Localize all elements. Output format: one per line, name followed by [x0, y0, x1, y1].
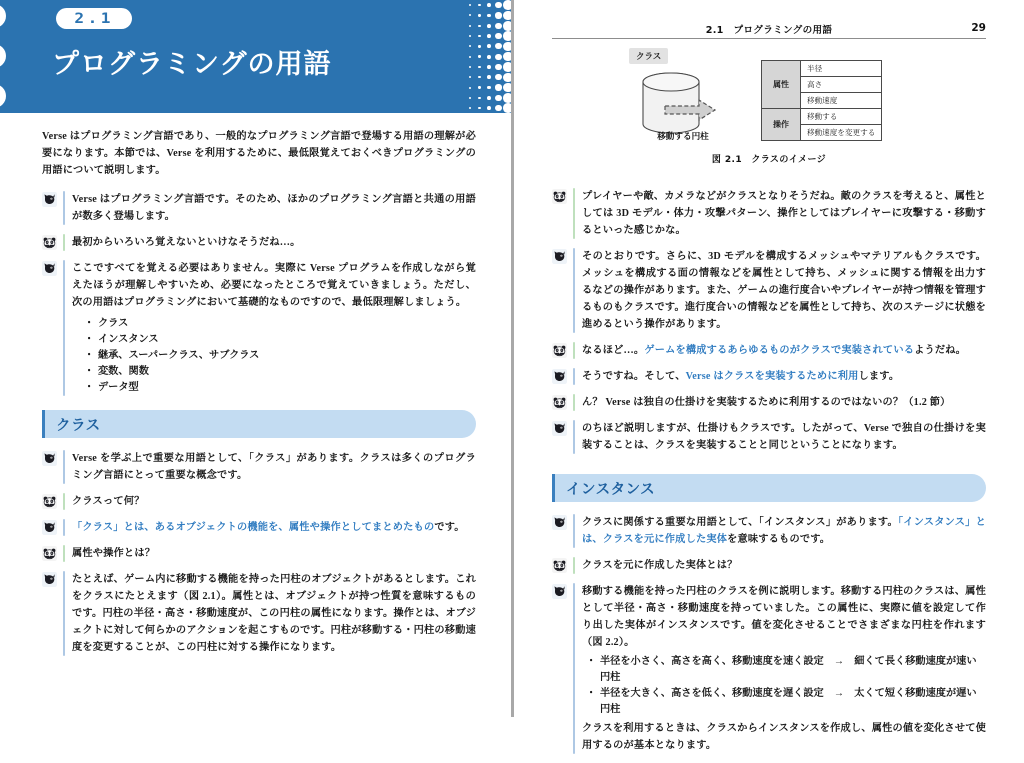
cat-teacher-icon	[552, 584, 567, 599]
list-item: ・ インスタンス	[72, 332, 476, 348]
closing-paragraph: クラスを利用するときは、クラスからインスタンスを作成し、属性の値を変化させて使用するのが基本となります。	[582, 723, 986, 751]
table-cell: 移動速度	[801, 93, 882, 109]
teacher-accent-bar	[573, 583, 575, 754]
panda-student-icon	[552, 558, 567, 573]
dialogue-text-head: なるほど…。	[582, 345, 645, 356]
instance-example-list	[582, 654, 986, 718]
student-accent-bar	[573, 342, 575, 359]
list-item: ・ データ型	[72, 380, 476, 396]
table-cell: 移動する	[801, 109, 882, 125]
table-cell: 半径	[801, 61, 882, 77]
student-accent-bar	[573, 188, 575, 239]
student-accent-bar	[573, 557, 575, 574]
section-accent	[42, 410, 45, 438]
dialogue-row	[552, 368, 986, 385]
list-item: ・ 継承、スーパークラス、サブクラス	[72, 348, 476, 364]
cat-teacher-icon	[42, 520, 57, 535]
dialogue-row	[42, 545, 476, 562]
section-heading-instance	[552, 474, 986, 502]
dialogue-text: ここですべてを覚える必要はありません。実際に Verse プログラムを作成しながら覚えたほうが理解しやすいため、必要になったところで覚えていきましょう。ただし、次の用語はプログラミングにおいて基礎的なものですので、最低限理解しましょう。	[72, 263, 476, 308]
section-heading-class	[42, 410, 476, 438]
dialogue-text-tail: します。	[858, 371, 900, 382]
dialogue-text: Verse はプログラミング言語です。そのため、ほかのプログラミング言語と共通の用語が数多く登場します。	[72, 194, 476, 222]
dialogue-row	[552, 394, 986, 411]
dialogue-row	[552, 342, 986, 359]
dialogue-row	[42, 234, 476, 251]
student-accent-bar	[63, 493, 65, 510]
running-head-rule	[552, 38, 986, 39]
teacher-accent-bar	[63, 571, 65, 656]
figure-2-1	[552, 48, 986, 165]
dialogue-text: プレイヤーや敵、カメラなどがクラスとなりそうだね。敵のクラスを考えると、属性としては 3D モデル・体力・攻撃パターン、操作としてはプレイヤーに攻撃する・移動するといった感じかな。	[582, 191, 986, 236]
cat-teacher-icon	[552, 421, 567, 436]
chapter-banner	[0, 0, 511, 113]
student-accent-bar	[573, 394, 575, 411]
section-number-text: 2.1	[74, 10, 114, 27]
dialogue-text: たとえば、ゲーム内に移動する機能を持った円柱のオブジェクトがあるとします。これをクラスにたとえます（図 2.1）。属性とは、オブジェクトが持つ性質を意味するものです。円柱の半径・高さ・移動速度が、この円柱の属性になります。操作とは、オブジェクトに対して何らかのアクションを起こすものです。円柱が移動する・円柱の移動速度を変更することが、この円柱に対する操作になります。	[72, 574, 476, 653]
section-heading-label: インスタンス	[566, 481, 656, 498]
dialogue-row	[42, 571, 476, 656]
figure-attribute-table	[761, 60, 882, 141]
dialogue-row	[42, 519, 476, 536]
dialogue-text	[582, 368, 986, 385]
panda-student-icon	[42, 494, 57, 509]
dialogue-text-head: そうですね。そして、	[582, 371, 686, 382]
table-row	[762, 61, 882, 77]
cat-teacher-icon	[42, 192, 57, 207]
cat-teacher-icon	[42, 572, 57, 587]
teacher-accent-bar	[63, 519, 65, 536]
highlighted-definition: 「クラス」とは、あるオブジェクトの機能を、属性や操作としてまとめたもの	[72, 522, 435, 533]
highlighted-phrase: Verse はクラスを実装するために利用	[685, 371, 859, 382]
dialogue-text: ん？ Verse は独自の仕掛けを実装するために利用するのではないの？（1.2 節）	[582, 397, 951, 408]
cat-teacher-icon	[42, 261, 57, 276]
figure-artwork	[619, 48, 919, 148]
dialogue-row	[42, 260, 476, 396]
panda-student-icon	[552, 343, 567, 358]
panda-student-icon	[552, 189, 567, 204]
dialogue-text: クラスって何？	[72, 496, 145, 507]
dialogue-text: そのとおりです。さらに、3D モデルを構成するメッシュやマテリアルもクラスです。メッシュを構成する面の情報などを属性として持ち、メッシュに関する情報を出力するなどの操作があります。また、ゲームの進行度合いやプレイヤーが持つ情報を管理するものもクラスです。進行度合いの情報などを属性として持ち、次のステージに状態を進めるという操作があります。	[582, 251, 986, 330]
cylinder-caption: 移動する円柱	[657, 132, 709, 142]
term-bullet-list	[72, 316, 476, 396]
table-group-operations: 操作	[762, 109, 801, 141]
section-accent	[552, 474, 555, 502]
right-page	[514, 0, 1024, 751]
dialogue-text: クラスを元に作成した実体とは？	[582, 560, 738, 571]
dialogue-row	[42, 450, 476, 484]
table-cell: 移動速度を変更する	[801, 125, 882, 141]
cylinder-with-arrow-graphic	[631, 66, 766, 156]
list-item: ・ 半径を大きく、高さを低く、移動速度を遅く設定 → 太くて短く移動速度が遅い円柱	[582, 686, 986, 718]
right-body	[552, 188, 986, 763]
teacher-accent-bar	[573, 420, 575, 454]
teacher-accent-bar	[573, 248, 575, 333]
student-accent-bar	[63, 545, 65, 562]
intro-paragraph: Verse はプログラミング言語であり、一般的なプログラミング言語で登場する用語の理解が必要になります。本節では、Verse を利用するために、最低限覚えておくべきプログラミングの用語について説明します。	[42, 131, 476, 176]
table-row	[762, 109, 882, 125]
teacher-accent-bar	[63, 191, 65, 225]
dialogue-text	[582, 514, 986, 548]
dialogue-row	[552, 557, 986, 574]
figure-caption: 図 2.1 クラスのイメージ	[711, 155, 827, 165]
dialogue-text: 属性や操作とは？	[72, 548, 156, 559]
table-group-attributes: 属性	[762, 61, 801, 109]
highlighted-definition: 「インスタンス」とは、クラスを元に作成した実体	[582, 517, 986, 545]
dialogue-row	[552, 420, 986, 454]
panda-student-icon	[42, 546, 57, 561]
table-cell: 高さ	[801, 77, 882, 93]
banner-edge-dots	[0, 0, 22, 113]
figure-class-tag: クラス	[629, 48, 668, 64]
dialogue-text: Verse を学ぶ上で重要な用語として、「クラス」があります。クラスは多くのプログラミング言語にとって重要な概念です。	[72, 453, 476, 481]
left-page	[0, 0, 511, 717]
running-head-title: 2.1 プログラミングの用語	[705, 25, 833, 36]
panda-student-icon	[552, 395, 567, 410]
teacher-accent-bar	[63, 450, 65, 484]
chapter-title: プログラミングの用語	[52, 49, 332, 80]
dialogue-text	[72, 519, 476, 536]
dialogue-text-head: クラスに関係する重要な用語として、「インスタンス」があります。	[582, 517, 898, 528]
teacher-accent-bar	[63, 260, 65, 396]
teacher-accent-bar	[573, 514, 575, 548]
dialogue-text	[582, 342, 986, 359]
dialogue-row	[552, 583, 986, 754]
section-pill	[42, 410, 476, 438]
dialogue-text: 移動する機能を持った円柱のクラスを例に説明します。移動する円柱のクラスは、属性として半径・高さ・移動速度を持っていました。この属性に、実際に値を設定して作り出した実体がインスタンスです。値を変化させることでさまざまな円柱を作れます（図 2.2）。	[582, 586, 986, 648]
list-item: ・ 変数、関数	[72, 364, 476, 380]
dialogue-text: のちほど説明しますが、仕掛けもクラスです。したがって、Verse で独自の仕掛けを実装することは、クラスを実装することと同じということになります。	[582, 423, 986, 451]
list-item: ・ 半径を小さく、高さを高く、移動速度を速く設定 → 細くて長く移動速度が速い円柱	[582, 654, 986, 686]
dialogue-text-tail: ようだね。	[914, 345, 967, 356]
cat-teacher-icon	[42, 451, 57, 466]
cat-teacher-icon	[552, 249, 567, 264]
section-number-badge	[56, 8, 132, 29]
running-head	[552, 22, 986, 42]
dialogue-text-tail: を意味するものです。	[727, 534, 831, 545]
teacher-accent-bar	[573, 368, 575, 385]
dialogue-row	[42, 191, 476, 225]
highlighted-phrase: ゲームを構成するあらゆるものがクラスで実装されている	[644, 345, 915, 356]
panda-student-icon	[42, 235, 57, 250]
dialogue-row	[552, 514, 986, 548]
section-heading-label: クラス	[56, 417, 101, 434]
cat-teacher-icon	[552, 369, 567, 384]
halftone-dot-pattern	[465, 0, 511, 113]
dialogue-text: 最初からいろいろ覚えないといけなそうだね…。	[72, 237, 301, 248]
dialogue-text-tail: です。	[434, 522, 465, 533]
dialogue-row	[552, 248, 986, 333]
student-accent-bar	[63, 234, 65, 251]
page-number: 29	[971, 22, 986, 34]
dialogue-row	[552, 188, 986, 239]
list-item: ・ クラス	[72, 316, 476, 332]
left-body	[42, 128, 476, 665]
cat-teacher-icon	[552, 515, 567, 530]
dialogue-row	[42, 493, 476, 510]
